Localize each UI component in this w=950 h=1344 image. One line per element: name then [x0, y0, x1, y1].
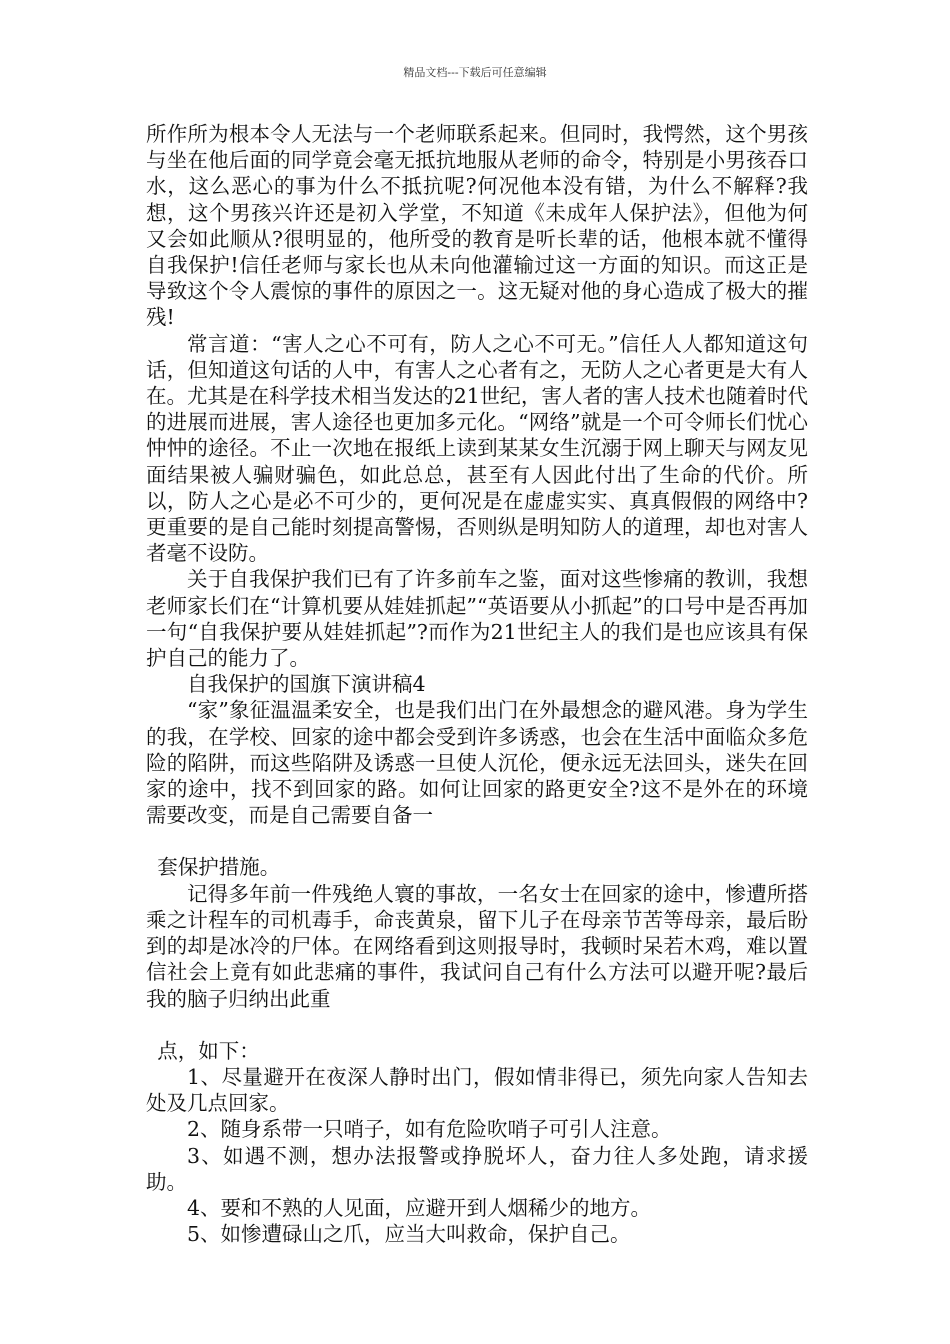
paragraph-home-tail: 套保护措施。 — [157, 855, 281, 880]
section-title: 自我保护的国旗下演讲稿4 — [187, 672, 426, 697]
paragraph-home: “家”象征温温柔安全，也是我们出门在外最想念的避风港。身为学生的我，在学校、回家的途中都会受到许多诱惑，也会在生活中面临众多危险的陷阱，而这些陷阱及诱惑一旦使人沉伦，便永远无法回头，迷失在回家的途中，找不到回家的路。如何让回家的路更安全?这不是外在的环境需要改变，而是自己需要自备一 — [146, 698, 808, 828]
paragraph-continuation: 所作所为根本令人无法与一个老师联系起来。但同时，我愕然，这个男孩与坐在他后面的同学竟会毫无抵抗地服从老师的命令，特别是小男孩吞口水，这么恶心的事为什么不抵抗呢?何况他本没有错，为什么不解释?我想，这个男孩兴许还是初入学堂，不知道《未成年人保护法》，但他为何又会如此顺从?很明显的，他所受的教育是听长辈的话，他根本就不懂得自我保护!信任老师与家长也从未向他灌输过这一方面的知识。而这正是导致这个令人震惊的事件的原因之一。这无疑对他的身心造成了极大的摧残! — [146, 122, 808, 330]
paragraph-proverb: 常言道：“害人之心不可有，防人之心不可无。”信任人人都知道这句话，但知道这句话的人中，有害人之心者有之，无防人之心者更是大有人在。尤其是在科学技术相当发达的21世纪，害人者的害人技术也随着时代的进展而进展，害人途径也更加多元化。“网络”就是一个可令师长们忧心忡忡的途径。不止一次地在报纸上读到某某女生沉溺于网上聊天与网友见面结果被人骗财骗色，如此总总，甚至有人因此付出了生命的代价。所以，防人之心是必不可少的，更何况是在虚虚实实、真真假假的网络中?更重要的是自己能时刻提高警惕，否则纵是明知防人的道理，却也对害人者毫不设防。 — [146, 331, 808, 566]
list-item: 5、如惨遭碌山之爪，应当大叫救命，保护自己。 — [187, 1222, 631, 1247]
paragraph-incident: 记得多年前一件残绝人寰的事故，一名女士在回家的途中，惨遭所搭乘之计程车的司机毒手，命丧黄泉，留下儿子在母亲节苦等母亲，最后盼到的却是冰冷的尸体。在网络看到这则报导时，我顿时呆若木鸡，难以置信社会上竟有如此悲痛的事件，我试问自己有什么方法可以避开呢?最后我的脑子归纳出此重 — [146, 881, 808, 1011]
paragraph-lessons: 关于自我保护我们已有了许多前车之鉴，面对这些惨痛的教训，我想老师家长们在“计算机要从娃娃抓起”“英语要从小抓起”的口号中是否再加一句“自我保护要从娃娃抓起”?而作为21世纪主人的我们是也应该具有保护自己的能力了。 — [146, 567, 808, 671]
list-item: 1、尽量避开在夜深人静时出门，假如情非得已，须先向家人告知去处及几点回家。 — [146, 1064, 808, 1116]
list-item: 4、要和不熟的人见面，应避开到人烟稀少的地方。 — [187, 1195, 652, 1220]
page-header: 精品文档---下载后可任意编辑 — [403, 66, 547, 79]
document-body — [146, 121, 808, 1247]
list-item: 3、如遇不测，想办法报警或挣脱坏人，奋力往人多处跑，请求援助。 — [146, 1143, 808, 1194]
list-item: 2、随身系带一只哨子，如有危险吹哨子可引人注意。 — [187, 1117, 672, 1142]
paragraph-incident-tail: 点，如下： — [157, 1038, 260, 1063]
